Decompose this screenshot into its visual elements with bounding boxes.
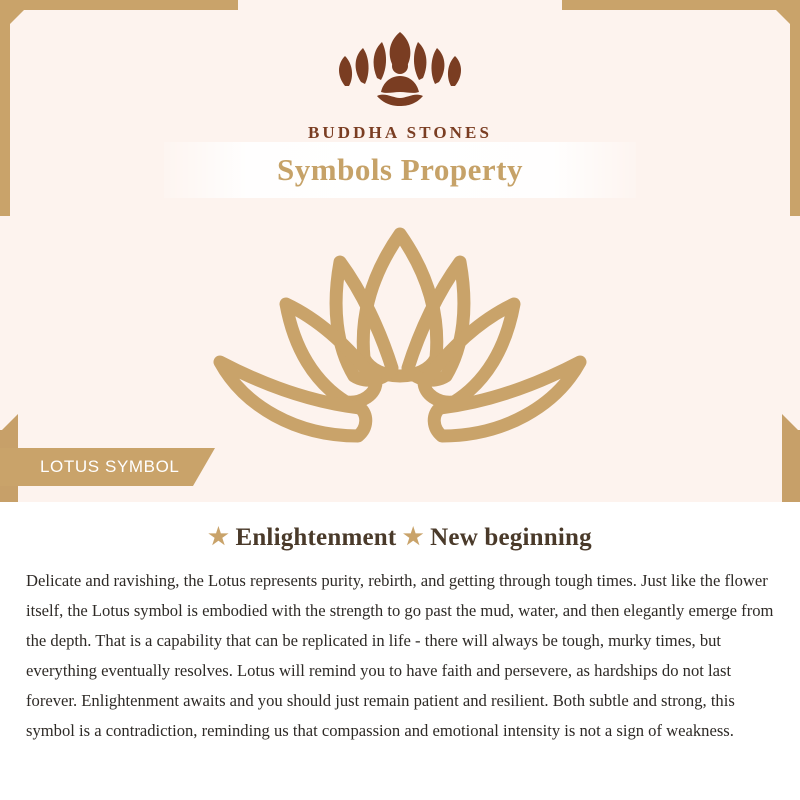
headline-word-one: Enlightenment	[235, 524, 397, 551]
body-paragraph: Delicate and ravishing, the Lotus represents purity, rebirth, and getting through tough times. Just like the flower itself, the Lotus symbol is embodied with the strength to go past the mud, water, and then elegantly emerge from the depth. That is a capability that can be replicated in life - there will always be tough, murky times, but everything eventually resolves. Lotus will remind you to have faith and persevere, as hardships do not last forever. Enlightenment awaits and you should just remain patient and resilient. Both subtle and strong, this symbol is a contradiction, reminding us that compassion and emotional intensity is not a sign of weakness.	[26, 571, 774, 740]
star-icon-left: ★	[208, 524, 229, 549]
symbol-tab	[0, 448, 215, 486]
description-panel	[0, 502, 800, 800]
brand-block	[0, 22, 800, 143]
lotus-meditation-figure-icon	[0, 22, 800, 119]
brand-name: BUDDHA STONES	[307, 123, 493, 142]
headline-word-two: New beginning	[430, 524, 592, 551]
headline	[0, 502, 800, 552]
symbol-tab-tail	[193, 448, 215, 486]
symbol-tab-body	[0, 448, 193, 486]
symbol-tab-label: LOTUS SYMBOL	[40, 457, 180, 476]
edge-decoration-top-left	[0, 0, 238, 10]
title-banner	[164, 142, 636, 198]
page-title: Symbols Property	[277, 152, 523, 187]
star-icon-right: ★	[402, 524, 424, 549]
lotus-flower-icon	[190, 212, 610, 474]
edge-decoration-top-right	[562, 0, 800, 10]
band-decoration-right	[782, 430, 800, 502]
